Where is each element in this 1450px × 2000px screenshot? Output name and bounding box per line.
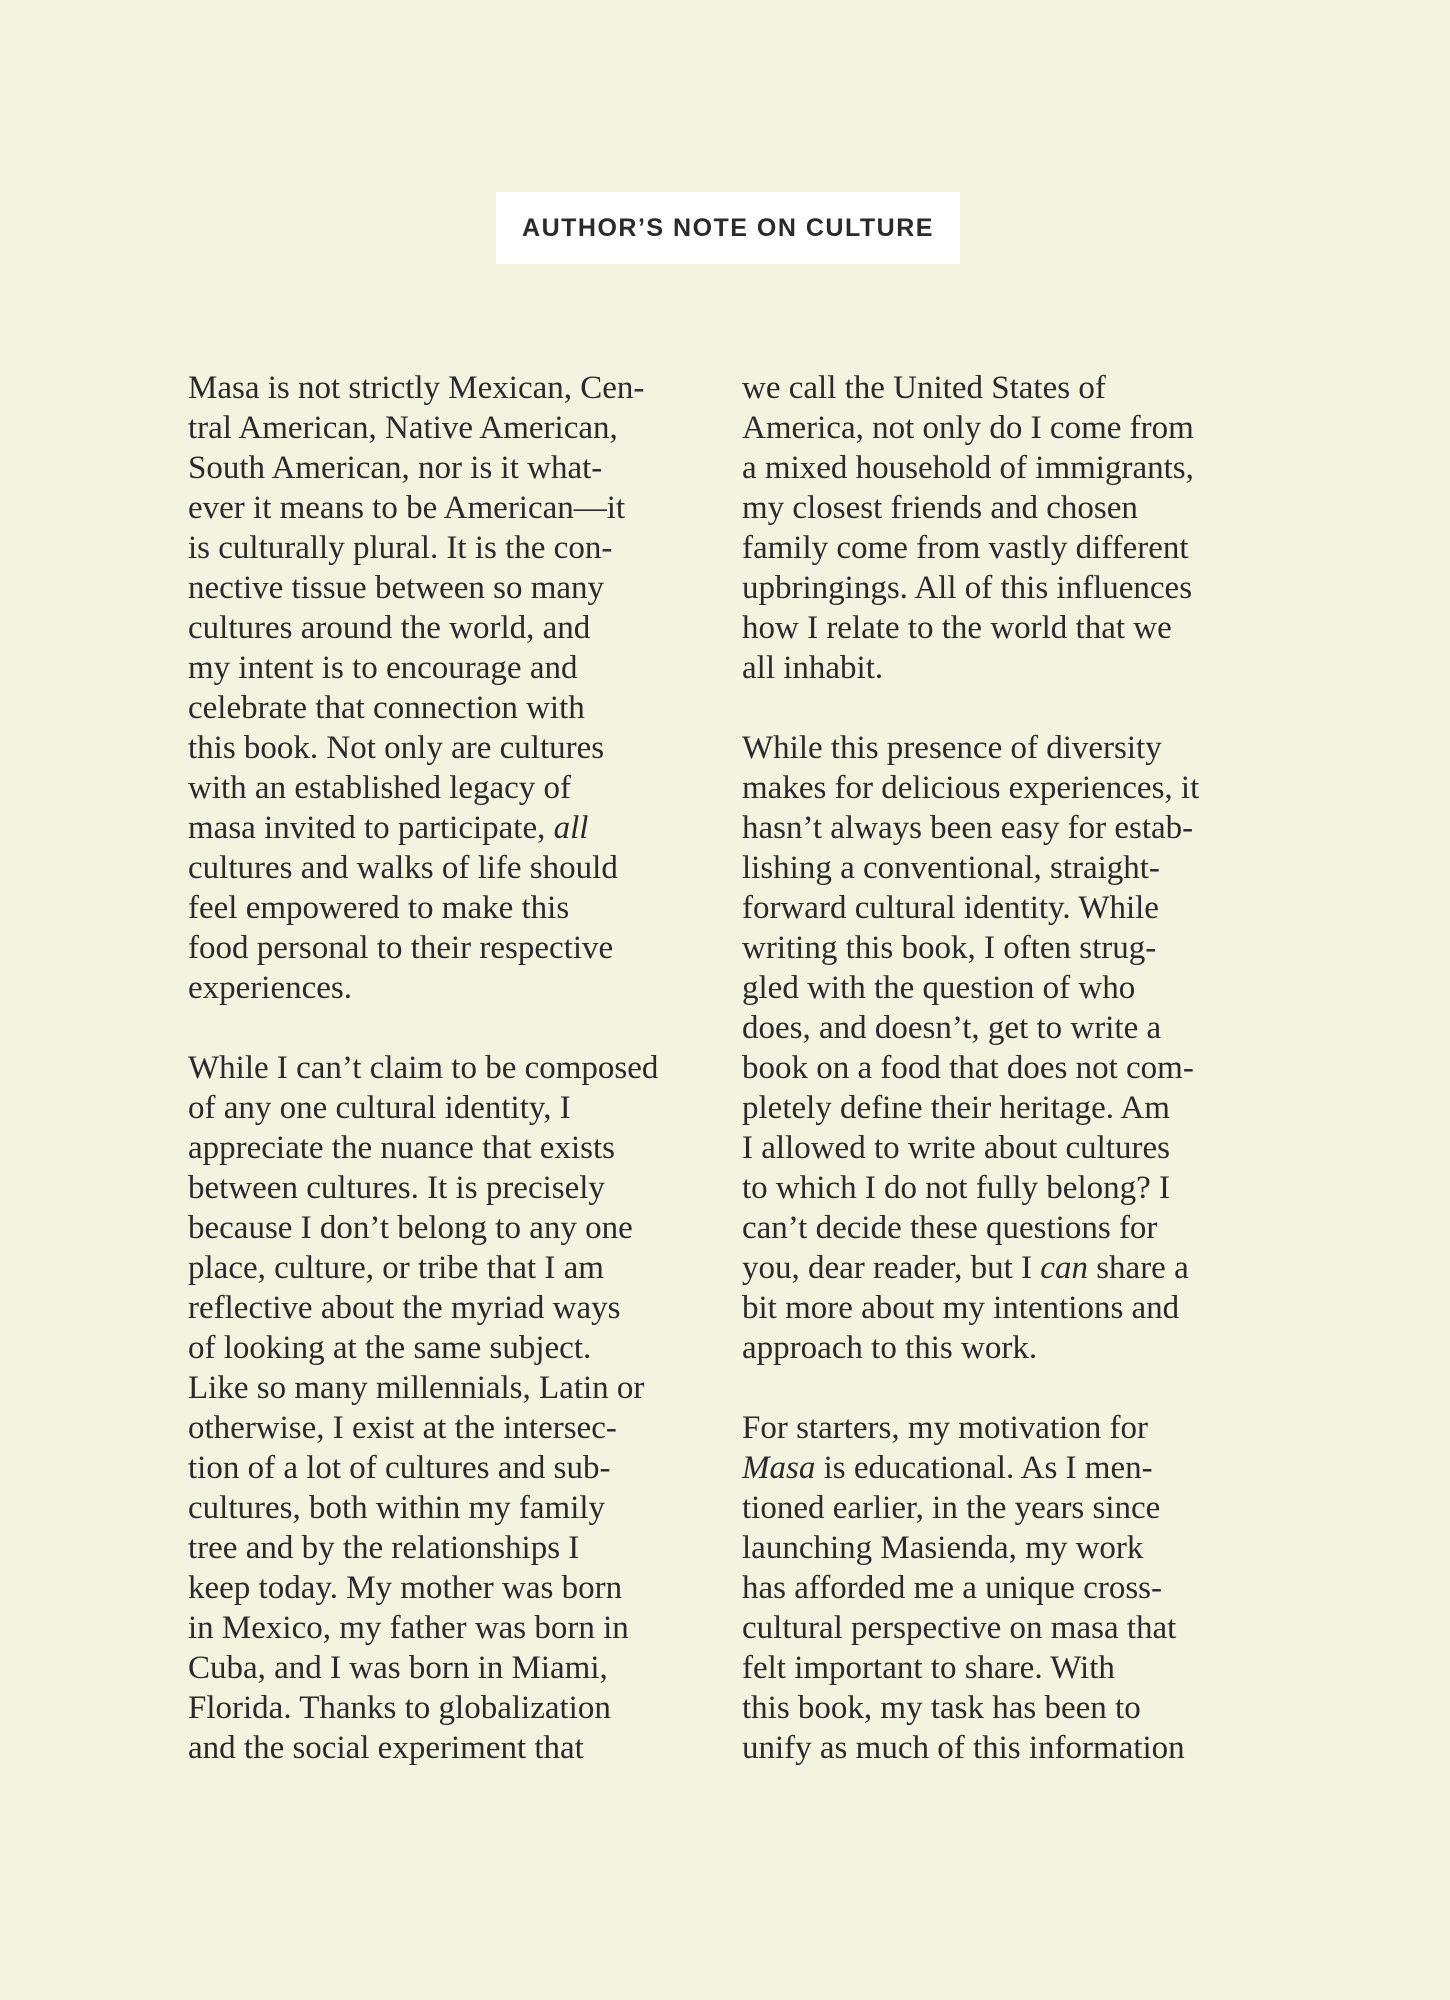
text-segment: is educational. As I men- [815, 1450, 1153, 1486]
text-line: how I relate to the world that we [742, 610, 1172, 646]
text-line: tree and by the relationships I [188, 1530, 580, 1566]
text-line: this book. Not only are cultures [188, 730, 605, 766]
text-line: food personal to their respective [188, 930, 614, 966]
text-line: can’t decide these questions for [742, 1210, 1158, 1246]
text-line: nective tissue between so many [188, 570, 605, 606]
text-line: of looking at the same subject. [188, 1330, 592, 1366]
text-line: reflective about the myriad ways [188, 1290, 621, 1326]
text-line: Florida. Thanks to globalization [188, 1690, 611, 1726]
text-line: tioned earlier, in the years since [742, 1490, 1161, 1526]
text-line: cultures around the world, and [188, 610, 591, 646]
text-line: cultural perspective on masa that [742, 1610, 1177, 1646]
section-title: AUTHOR’S NOTE ON CULTURE [522, 213, 934, 242]
text-line: forward cultural identity. While [742, 890, 1159, 926]
text-line: cultures, both within my family [188, 1490, 606, 1526]
italic-word: Masa [742, 1450, 816, 1486]
text-line: unify as much of this information [742, 1730, 1185, 1766]
text-line: gled with the question of who [742, 970, 1136, 1006]
text-line: book on a food that does not com- [742, 1050, 1194, 1086]
text-line: keep today. My mother was born [188, 1570, 623, 1606]
text-line: place, culture, or tribe that I am [188, 1250, 604, 1286]
text-segment: you, dear reader, but I [742, 1250, 1041, 1286]
text-line: lishing a conventional, straight- [742, 850, 1160, 886]
italic-word: can [1040, 1250, 1088, 1286]
text-line: with an established legacy of [188, 770, 572, 806]
text-line: Like so many millennials, Latin or [188, 1370, 645, 1406]
text-line: South American, nor is it what- [188, 450, 603, 486]
left-column [188, 368, 708, 1768]
text-line: While this presence of diversity [742, 730, 1162, 766]
text-line: we call the United States of [742, 370, 1106, 406]
text-line: this book, my task has been to [742, 1690, 1141, 1726]
text-line: tion of a lot of cultures and sub- [188, 1450, 611, 1486]
text-line: my closest friends and chosen [742, 490, 1138, 526]
paragraph [742, 1408, 1262, 1768]
paragraph [188, 368, 708, 1008]
text-line: celebrate that connection with [188, 690, 585, 726]
text-line: approach to this work. [742, 1330, 1038, 1366]
text-line: feel empowered to make this [188, 890, 570, 926]
text-line: in Mexico, my father was born in [188, 1610, 629, 1646]
text-line: appreciate the nuance that exists [188, 1130, 615, 1166]
text-line: I allowed to write about cultures [742, 1130, 1170, 1166]
text-line: family come from vastly different [742, 530, 1189, 566]
text-line [742, 1248, 1262, 1288]
text-line: upbringings. All of this influences [742, 570, 1193, 606]
section-header [496, 192, 960, 264]
text-line: all inhabit. [742, 650, 884, 686]
text-line: my intent is to encourage and [188, 650, 578, 686]
text-line: tral American, Native American, [188, 410, 618, 446]
text-line: a mixed household of immigrants, [742, 450, 1194, 486]
text-line: makes for delicious experiences, it [742, 770, 1200, 806]
text-line: launching Masienda, my work [742, 1530, 1144, 1566]
text-line: does, and doesn’t, get to write a [742, 1010, 1162, 1046]
text-line [188, 808, 708, 848]
right-column [742, 368, 1262, 1768]
text-segment: masa invited to participate, [188, 810, 554, 846]
text-line: to which I do not fully belong? I [742, 1170, 1171, 1206]
paragraph [188, 1048, 708, 1768]
text-line: felt important to share. With [742, 1650, 1115, 1686]
text-line: bit more about my intentions and [742, 1290, 1180, 1326]
text-line: Cuba, and I was born in Miami, [188, 1650, 608, 1686]
text-line: otherwise, I exist at the intersec- [188, 1410, 617, 1446]
text-line: ever it means to be American—it [188, 490, 626, 526]
text-line: For starters, my motivation for [742, 1410, 1149, 1446]
paragraph [742, 368, 1262, 688]
text-line: and the social experiment that [188, 1730, 584, 1766]
text-line: between cultures. It is precisely [188, 1170, 605, 1206]
text-line: cultures and walks of life should [188, 850, 618, 886]
text-line: While I can’t claim to be composed [188, 1050, 659, 1086]
text-line [742, 1448, 1262, 1488]
text-line: experiences. [188, 970, 352, 1006]
text-line: has afforded me a unique cross- [742, 1570, 1162, 1606]
text-line: of any one cultural identity, I [188, 1090, 571, 1126]
paragraph [742, 728, 1262, 1368]
text-line: is culturally plural. It is the con- [188, 530, 613, 566]
italic-word: all [553, 810, 589, 846]
text-line: America, not only do I come from [742, 410, 1194, 446]
text-line: hasn’t always been easy for estab- [742, 810, 1194, 846]
text-line: pletely define their heritage. Am [742, 1090, 1170, 1126]
text-line: Masa is not strictly Mexican, Cen- [188, 370, 645, 406]
text-segment: share a [1087, 1250, 1189, 1286]
text-line: because I don’t belong to any one [188, 1210, 633, 1246]
text-line: writing this book, I often strug- [742, 930, 1157, 966]
